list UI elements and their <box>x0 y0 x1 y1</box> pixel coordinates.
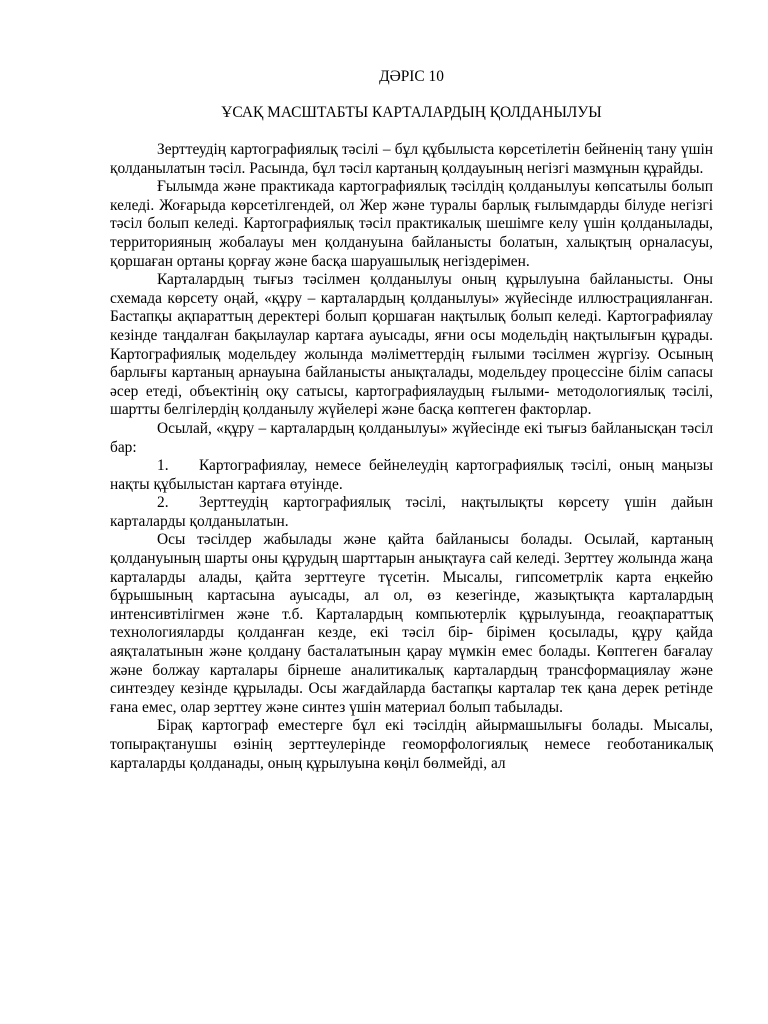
list-item <box>110 457 713 494</box>
paragraph: Ғылымда және практикада картографиялық тәсілдің қолданылуы көпсатылы болып келеді. Жоғарыда көрсетілгендей, ол Жер және туралы барлық ғылымдарды білуде негізгі тәсіл болып келеді. Картографиялық тәсіл практикалық шешімге келу үшін қолданылады, территорияның жобалауы мен қолдануына байланысты болатын, халықтың орналасуы, қоршаған ортаны қорғау және басқа шаруашылық негіздерімен. <box>110 178 713 270</box>
list-item-text: Зерттеудің картографиялық тәсілі, нақтылықты көрсету үшін дайын карталарды қолданылатын. <box>110 494 713 530</box>
paragraph: Бірақ картограф еместерге бұл екі тәсілдің айырмашылығы болады. Мысалы, топырақтанушы өзінің зерттеулерінде геоморфологиялық немесе геоботаникалық карталарды қолданады, оның құрылуына көңіл бөлмейді, ал <box>110 717 713 772</box>
paragraph: Осылай, «құру – карталардың қолданылуы» жүйесінде екі тығыз байланысқан тәсіл бар: <box>110 419 713 456</box>
paragraph: Осы тәсілдер жабылады және қайта байланысы болады. Осылай, картаның қолдануының шарты оны құрудың шарттарын анықтауға сай келеді. Зерттеу жолында жаңа карталарды алады, қайта зерттеуге түсетін. Мысалы, гипсометрлік карта еңкейю бұрышының картасына ауысады, ал ол, өз кезегінде, жазықтықта карталардың интенсивтілігмен және т.б. Карталардың компьютерлік құрылуында, геоақпараттық технологияларды қолданған кезде, екі тәсіл бір- бірімен қосылады, құру қайда аяқталатынын және қолдану басталатынын қарау мүмкін емес болады. Көптеген бағалау және болжау карталары бірнеше аналитикалық карталардың трансформациялау және синтездеу кезінде құрылады. Осы жағдайларда бастапқы карталар тек қана дерек ретінде ғана емес, олар зерттеу және синтез үшін материал болып табылады. <box>110 531 713 716</box>
paragraph: Зерттеудің картографиялық тәсілі – бұл құбылыста көрсетілетін бейненің тану үшін қолданылатын тәсіл. Расында, бұл тәсіл картаның қолдауының негізгі мазмұнын құрайды. <box>110 141 713 177</box>
document-title: ҰСАҚ МАСШТАБТЫ КАРТАЛАРДЫҢ ҚОЛДАНЫЛУЫ <box>221 104 602 121</box>
paragraph: Карталардың тығыз тәсілмен қолданылуы оның құрылуына байланысты. Оны схемада көрсету оңай, «құру – карталардың қолданылуы» жүйесінде иллюстрацияланған. Бастапқы ақпараттың деректері болып қоршаған нақтылық болып келеді. Картографиялау кезінде таңдалған бақылаулар картаға ауысады, яғни осы модельдің нақтылығын құрады. Картографиялық модельдеу жолында мәліметтердің ғылыми тәсілмен жүргізу. Осының барлығы картаның арнауына байланысты анықталады, модельдеу процессіне білім сапасы әсер етеді, объектінің оқу сатысы, картографиялаудың ғылыми- методологиялық тәсілі, шартты белгілердің қолданылу жүйелері және басқа көптеген факторлар. <box>110 271 713 419</box>
list-item-number: 2. <box>157 494 169 512</box>
list-item-number: 1. <box>157 457 169 475</box>
list-item-text: Картографиялау, немесе бейнелеудің картографиялық тәсілі, оның маңызы нақты құбылыстан картаға өтуінде. <box>110 457 713 493</box>
list-item <box>110 494 713 531</box>
lecture-number: ДӘРІС 10 <box>379 68 444 85</box>
document-page <box>110 66 713 773</box>
